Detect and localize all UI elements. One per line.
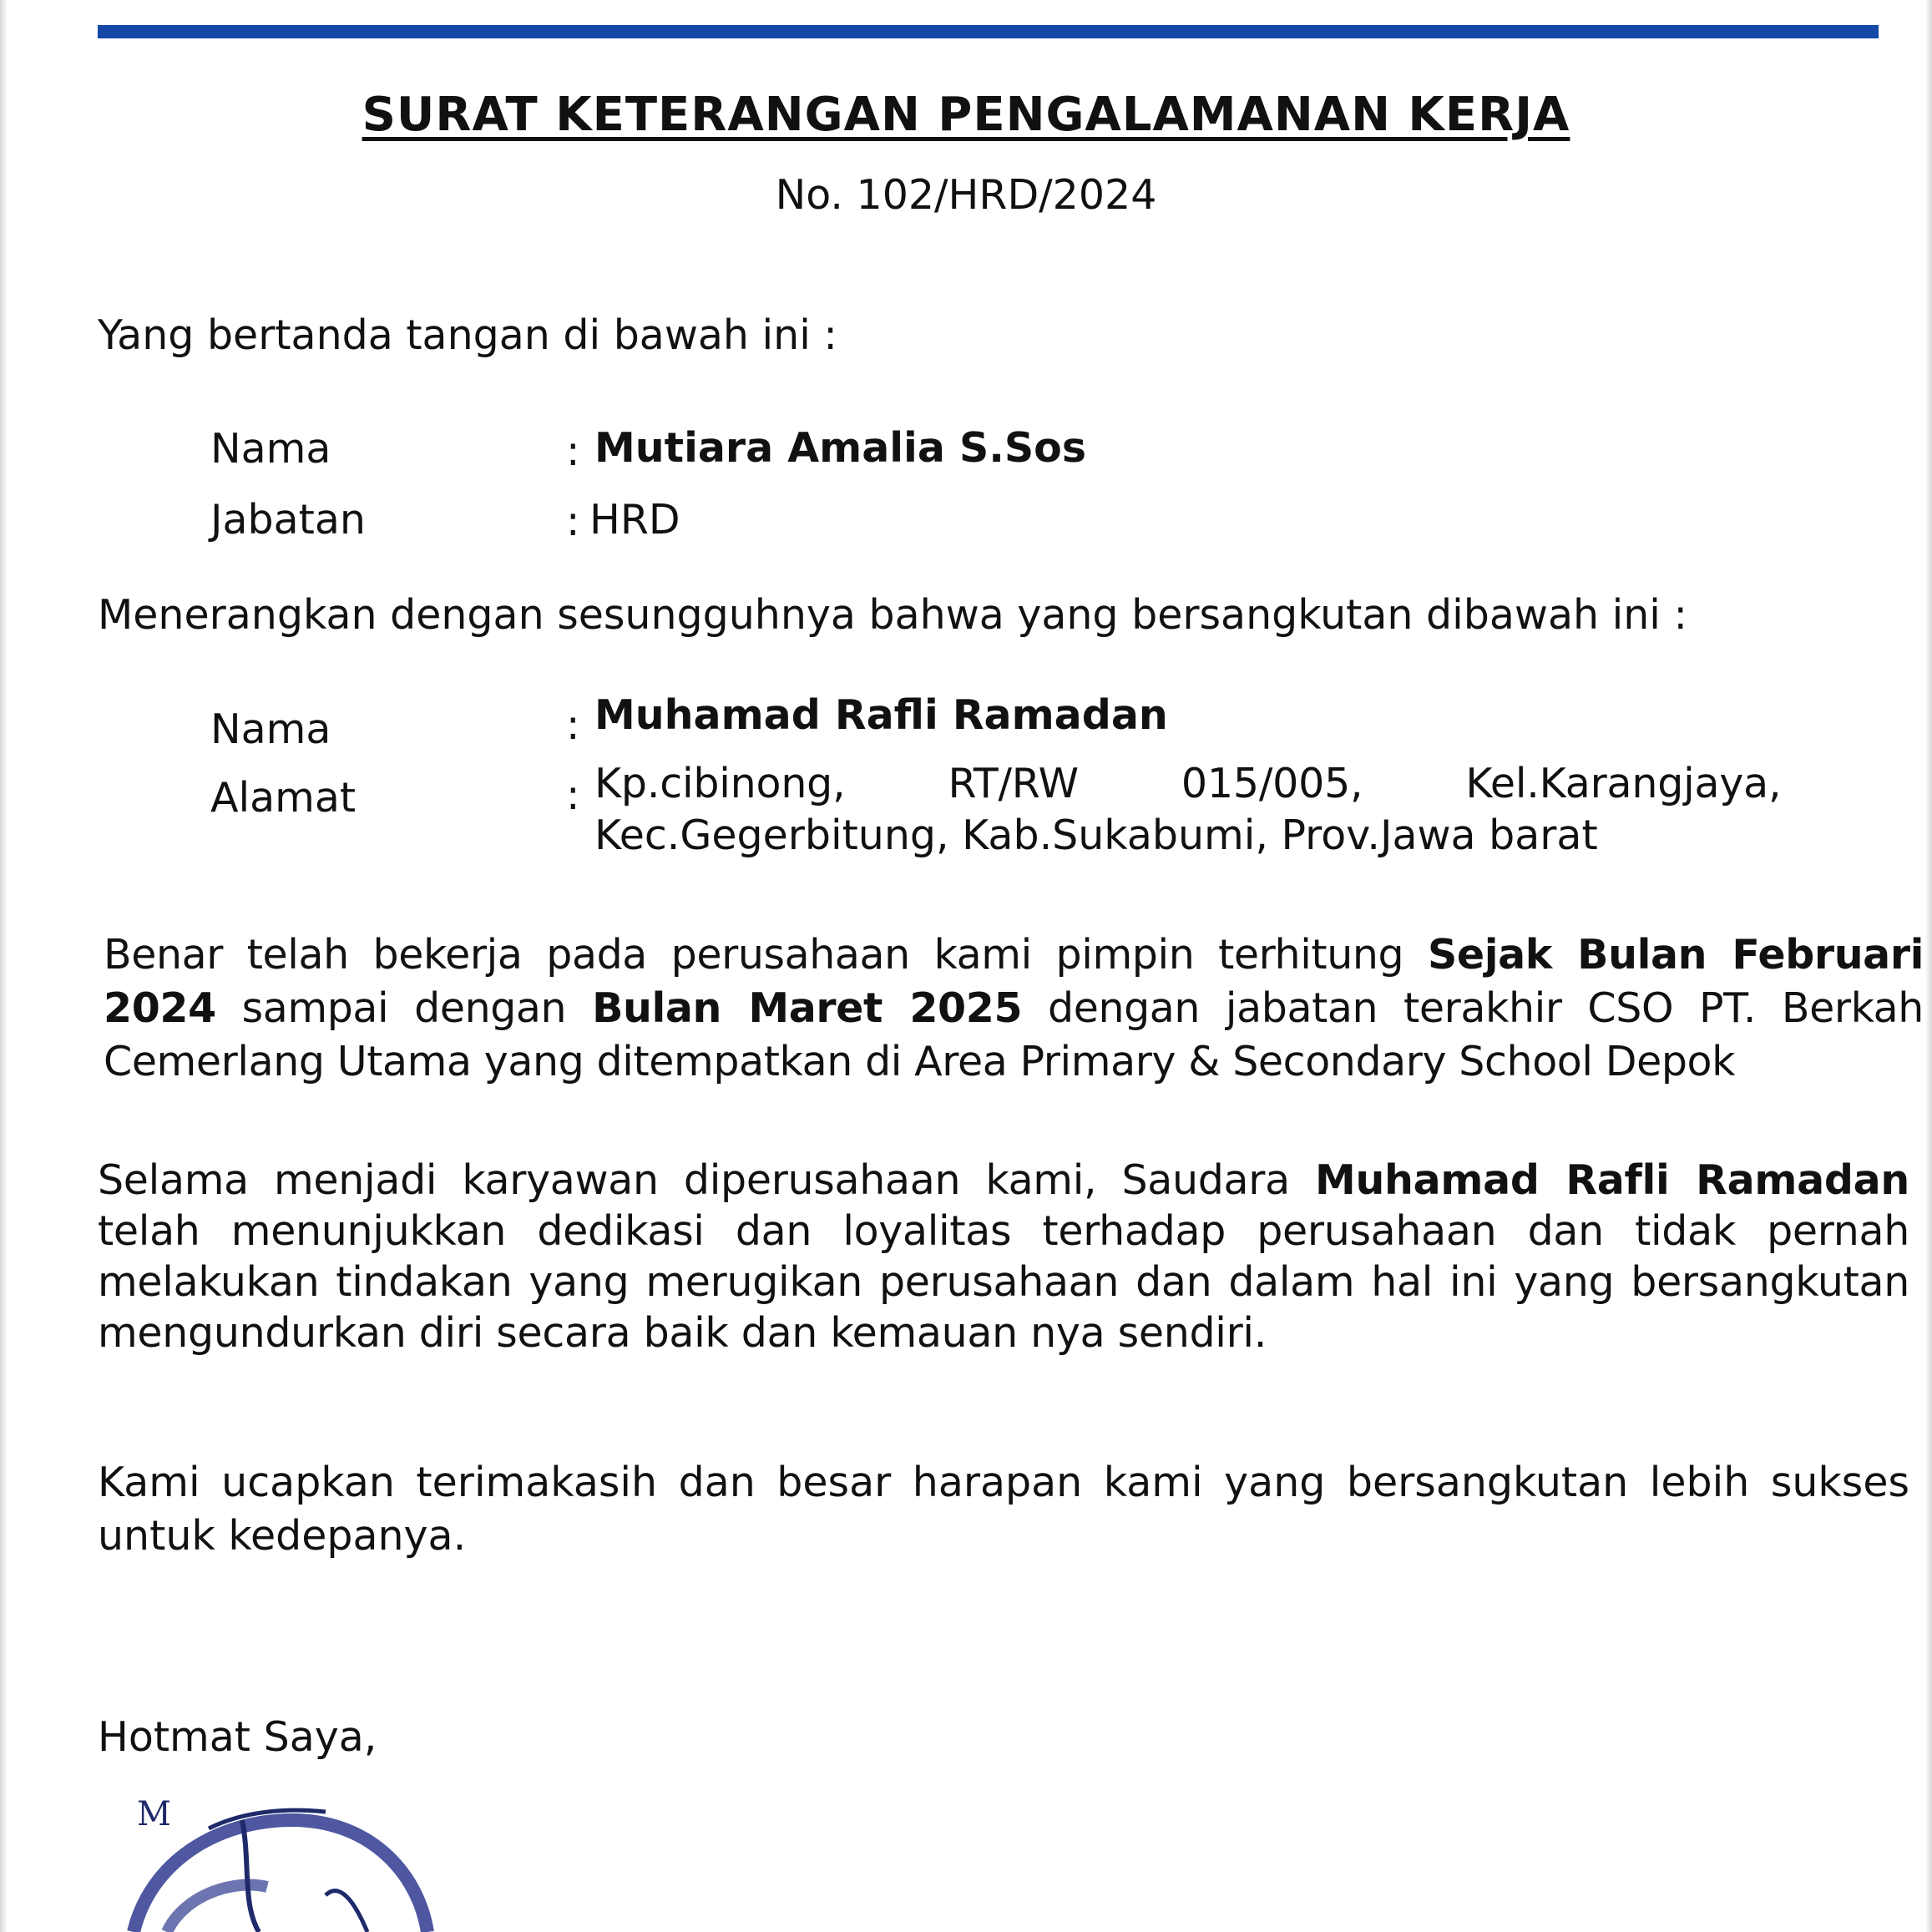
employee-name-value: Muhamad Rafli Ramadan <box>594 691 1168 739</box>
signature-stamp <box>117 1787 451 1932</box>
document-title: SURAT KETERANGAN PENGALAMANAN KERJA <box>362 88 1570 142</box>
signer-position-label: Jabatan <box>210 496 366 544</box>
employee-name-colon: : <box>566 701 580 749</box>
employee-address-line2: Kec.Gegerbitung, Kab.Sukabumi, Prov.Jawa barat <box>594 812 1598 859</box>
signer-position-value: HRD <box>589 496 680 544</box>
conduct-paragraph <box>98 1155 1909 1358</box>
header-rule <box>98 25 1879 38</box>
intro-text: Yang bertanda tangan di bawah ini : <box>98 311 837 359</box>
conduct-paragraph-text-1: Selama menjadi karyawan diperusahaan kami, Saudara <box>98 1156 1315 1204</box>
employee-address-colon: : <box>566 771 580 819</box>
closing-paragraph: Kami ucapkan terimakasih dan besar harapan kami yang bersangkutan lebih sukses untuk kedepanya. <box>98 1459 1909 1560</box>
signer-name-label: Nama <box>210 425 331 473</box>
work-end-date: Bulan Maret 2025 <box>592 984 1023 1032</box>
work-paragraph-text-2: sampai dengan <box>215 984 593 1032</box>
work-start-date: Sejak Bulan Februari 2024 <box>104 931 1924 1032</box>
work-paragraph-text-3: dengan jabatan terakhir CSO PT. Berkah Cemerlang Utama yang ditempatkan di Area Primary & Secondary School Depok <box>104 984 1924 1085</box>
statement-text: Menerangkan dengan sesungguhnya bahwa yang bersangkutan dibawah ini : <box>98 591 1687 639</box>
document-number: No. 102/HRD/2024 <box>775 171 1157 219</box>
signer-name-value: Mutiara Amalia S.Sos <box>594 424 1087 472</box>
conduct-employee-name: Muhamad Rafli Ramadan <box>1315 1156 1909 1204</box>
conduct-paragraph-text-2: telah menunjukkan dedikasi dan loyalitas terhadap perusahaan dan tidak pernah melakukan tindakan yang merugikan perusahaan dan dalam hal ini yang bersangkutan mengundurkan diri secara baik dan kemauan nya sendiri. <box>98 1207 1909 1357</box>
work-paragraph-text-1: Benar telah bekerja pada perusahaan kami pimpin terhitung <box>104 931 1428 979</box>
page-right-edge <box>1925 0 1932 1932</box>
signer-name-colon: : <box>566 427 580 475</box>
page-left-edge <box>0 0 8 1932</box>
employee-address-line1: Kp.cibinong, RT/RW 015/005, Kel.Karangjaya, <box>594 760 1782 807</box>
sign-off: Hotmat Saya, <box>98 1713 377 1761</box>
employee-name-label: Nama <box>210 706 331 753</box>
signer-position-colon: : <box>566 498 580 545</box>
employee-address-label: Alamat <box>210 774 357 822</box>
work-paragraph <box>104 928 1924 1089</box>
signature-initial: M <box>137 1795 171 1833</box>
